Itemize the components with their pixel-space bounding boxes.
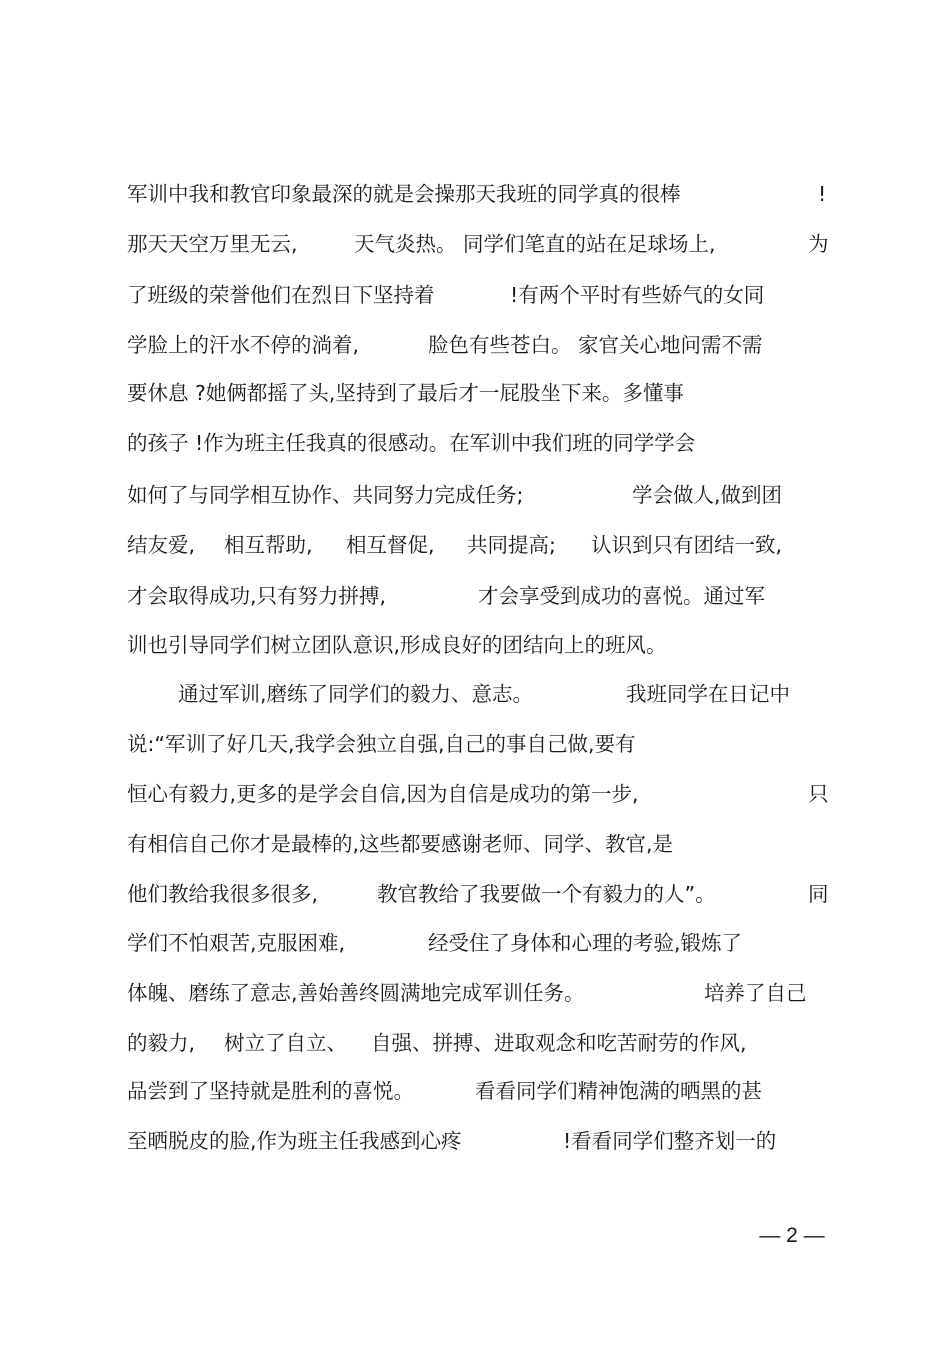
- text-fragment: 学脸上的汗水不停的淌着,: [127, 333, 360, 357]
- text-fragment: 学会做人,做到团: [632, 483, 783, 507]
- text-fragment: 为: [808, 232, 829, 256]
- text-fragment: 要休息 ?她俩都摇了头,坚持到了最后才一屁股坐下来。多懂事: [127, 381, 684, 405]
- text-fragment: 学们不怕艰苦,克服困难,: [127, 931, 346, 955]
- text-fragment: 如何了与同学相互协作、共同努力完成任务;: [127, 483, 524, 507]
- text-fragment: 才会享受到成功的喜悦。通过军: [478, 584, 765, 608]
- text-fragment: 只: [808, 782, 829, 806]
- text-fragment: 天气炎热。 同学们笔直的站在足球场上,: [354, 232, 716, 256]
- text-fragment: 同: [808, 882, 829, 906]
- text-fragment: 的毅力,: [127, 1031, 196, 1055]
- text-fragment: !有两个平时有些娇气的女同: [510, 283, 765, 307]
- text-fragment: 才会取得成功,只有努力拼搏,: [127, 584, 387, 608]
- text-fragment: 有相信自己你才是最棒的,这些都要感谢老师、同学、教官,是: [127, 832, 674, 856]
- text-fragment: 的孩子 !作为班主任我真的很感动。在军训中我们班的同学学会: [127, 431, 696, 455]
- text-fragment: 军训中我和教官印象最深的就是会操那天我班的同学真的很棒: [127, 182, 681, 206]
- text-fragment: 我班同学在日记中: [626, 682, 790, 706]
- text-fragment: 经受住了身体和心理的考验,锻炼了: [428, 931, 743, 955]
- text-fragment: 体魄、磨练了意志,善始善终圆满地完成军训任务。: [127, 981, 585, 1005]
- text-fragment: 培养了自己: [704, 981, 807, 1005]
- text-fragment: 脸色有些苍白。 家官关心地问需不需: [428, 333, 763, 357]
- text-fragment: 恒心有毅力,更多的是学会自信,因为自信是成功的第一步,: [127, 782, 639, 806]
- text-fragment: 至晒脱皮的脸,作为班主任我感到心疼: [127, 1129, 462, 1153]
- text-fragment: 他们教给我很多很多,: [127, 882, 319, 906]
- text-fragment: 那天天空万里无云,: [127, 232, 298, 256]
- text-fragment: 自强、拼搏、进取观念和吃苦耐劳的作风,: [371, 1031, 747, 1055]
- text-fragment: 教官教给了我要做一个有毅力的人”。: [377, 882, 716, 906]
- text-fragment: 说:“军训了好几天,我学会独立自强,自己的事自己做,要有: [127, 732, 636, 756]
- text-fragment: 相互帮助,: [224, 533, 313, 557]
- text-fragment: 训也引导同学们树立团队意识,形成良好的团结向上的班风。: [127, 633, 667, 657]
- text-fragment: !: [818, 182, 827, 206]
- text-fragment: 相互督促,: [346, 533, 435, 557]
- text-fragment: 树立了自立、: [224, 1031, 347, 1055]
- text-fragment: 认识到只有团结一致,: [591, 533, 783, 557]
- page-number: — 2 —: [759, 1224, 825, 1247]
- text-fragment: !看看同学们整齐划一的: [563, 1129, 777, 1153]
- text-fragment: 了班级的荣誉他们在烈日下坚持着: [127, 283, 435, 307]
- text-fragment: 看看同学们精神饱满的晒黑的甚: [475, 1079, 762, 1103]
- text-fragment: 结友爱,: [127, 533, 196, 557]
- text-fragment: 通过军训,磨练了同学们的毅力、意志。: [178, 682, 534, 706]
- text-fragment: 共同提高;: [467, 533, 556, 557]
- text-fragment: 品尝到了坚持就是胜利的喜悦。: [127, 1079, 414, 1103]
